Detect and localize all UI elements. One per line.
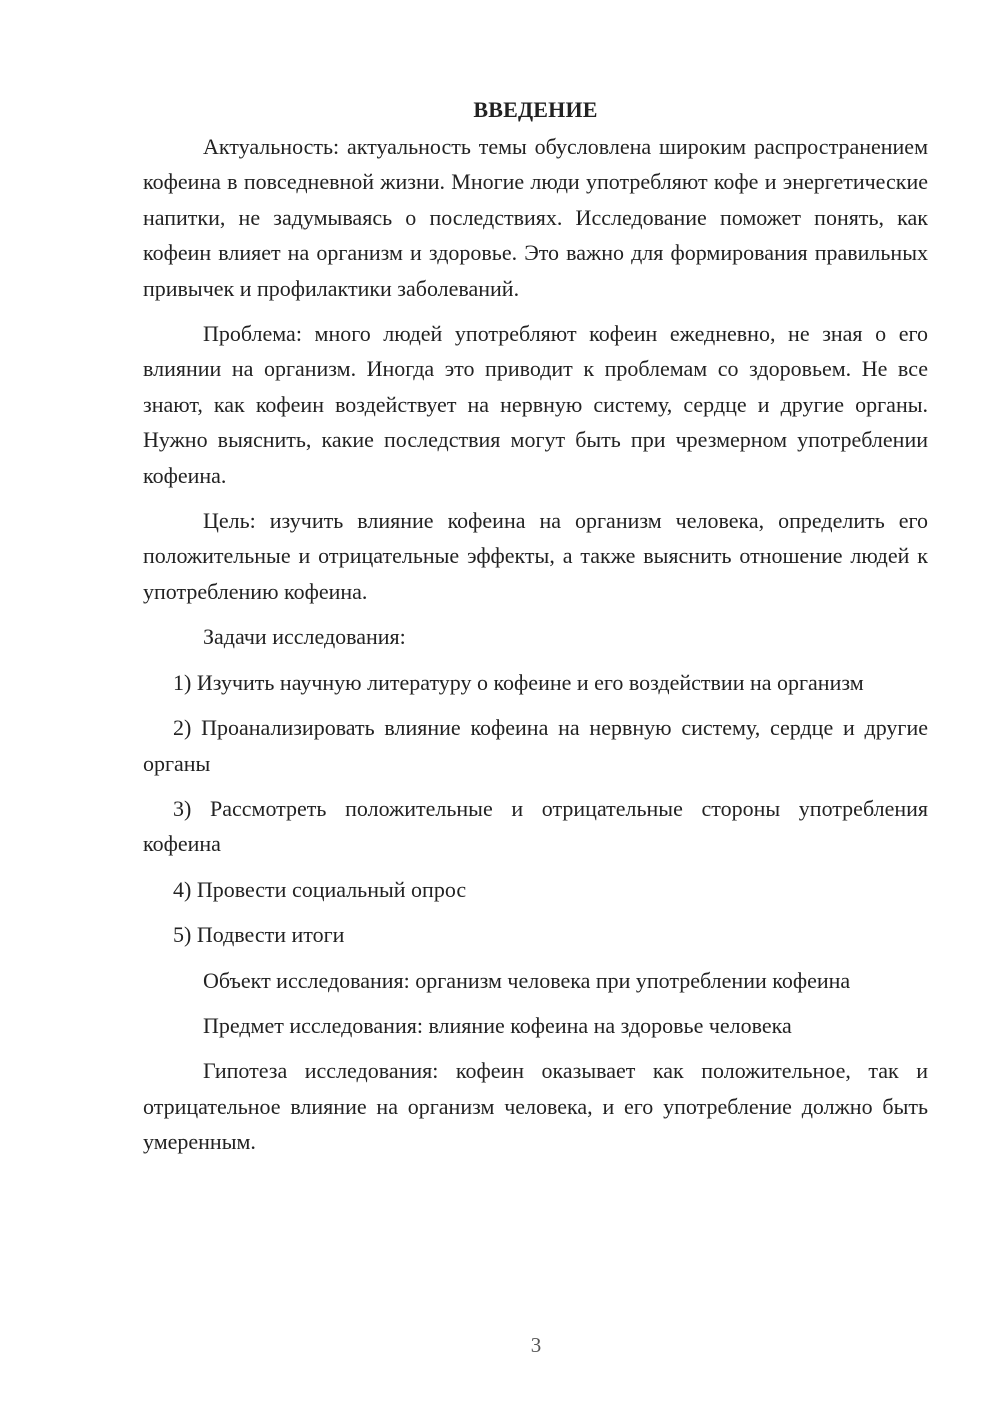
subject-paragraph: Предмет исследования: влияние кофеина на здоровье человека — [203, 1012, 792, 1038]
problem-paragraph: Проблема: много людей употребляют кофеин ежедневно, не зная о его влиянии на организм. Иногда это приводит к проблемам со здоровьем. Не все знают, как кофеин воздействует на нервную систему, сердце и другие органы. Нужно выяснить, какие последствия могут быть при чрезмерном употреблении кофеина. — [143, 321, 928, 488]
hypothesis-paragraph: Гипотеза исследования: кофеин оказывает как положительное, так и отрицательное влияние на организм человека, и его употребление должно быть умеренным. — [143, 1058, 928, 1155]
task-item-3: 3) Рассмотреть положительные и отрицательные стороны употребления кофеина — [143, 795, 928, 857]
goal-paragraph: Цель: изучить влияние кофеина на организм человека, определить его положительные и отрицательные эффекты, а также выяснить отношение людей к употреблению кофеина. — [143, 508, 928, 604]
page-number: 3 — [530, 1333, 542, 1357]
task-item-5: 5) Подвести итоги — [173, 922, 345, 948]
relevance-paragraph: Актуальность: актуальность темы обусловлена широким распространением кофеина в повседневной жизни. Многие люди употребляют кофе и энергетические напитки, не задумываясь о последствиях. Исследование поможет понять, как кофеин влияет на организм и здоровье. Это важно для формирования правильных привычек и профилактики заболеваний. — [143, 134, 928, 301]
task-item-1: 1) Изучить научную литературу о кофеине и его воздействии на организм — [173, 669, 864, 695]
task-item-4: 4) Провести социальный опрос — [173, 876, 467, 902]
page-content — [143, 92, 928, 1170]
tasks-heading: Задачи исследования: — [203, 624, 406, 650]
object-paragraph: Объект исследования: организм человека при употреблении кофеина — [203, 967, 851, 993]
task-item-2: 2) Проанализировать влияние кофеина на нервную систему, сердце и другие органы — [143, 715, 928, 776]
section-title: ВВЕДЕНИЕ — [473, 97, 598, 122]
